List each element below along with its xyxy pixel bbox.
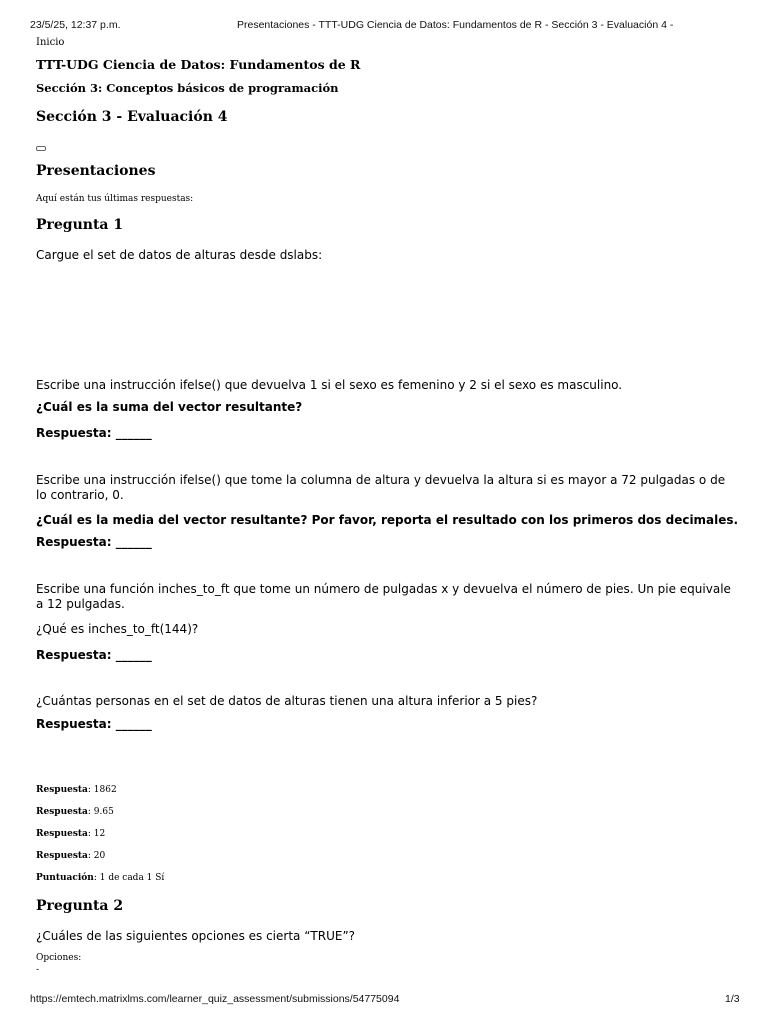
print-page-title: Presentaciones - TTT-UDG Ciencia de Datos: Fundamentos de R - Sección 3 - Evaluación 4 - (237, 19, 674, 31)
part-4-answer-blank: Respuesta: ______ (36, 717, 152, 731)
question-2-title: Pregunta 2 (36, 898, 124, 914)
part-1-answer-blank: Respuesta: ______ (36, 426, 152, 440)
part-2-answer-blank: Respuesta: ______ (36, 535, 152, 549)
part-4-instruction: ¿Cuántas personas en el set de datos de alturas tienen una altura inferior a 5 pies? (36, 694, 538, 708)
options-first-item: - (36, 965, 40, 975)
response-1: Respuesta: 1862 (36, 785, 117, 795)
breadcrumb-home-link[interactable]: Inicio (36, 37, 65, 48)
question-1-prompt: Cargue el set de datos de alturas desde dslabs: (36, 248, 323, 262)
part-2-instruction: Escribe una instrucción ifelse() que tome la columna de altura y devuelva la altura si es mayor a 72 pulgadas o de lo contrario, 0. (36, 473, 726, 502)
print-url: https://emtech.matrixlms.com/learner_quiz_assessment/submissions/54775094 (30, 993, 400, 1005)
part-1-instruction: Escribe una instrucción ifelse() que devuelva 1 si el sexo es femenino y 2 si el sexo es masculino. (36, 378, 623, 392)
response-4: Respuesta: 20 (36, 851, 106, 861)
response-3: Respuesta: 12 (36, 829, 106, 839)
print-page-number: 1/3 (725, 993, 740, 1005)
question-1-title: Pregunta 1 (36, 217, 124, 233)
part-3-question: ¿Qué es inches_to_ft(144)? (36, 622, 199, 636)
options-label: Opciones: (36, 953, 82, 963)
section-title: Sección 3: Conceptos básicos de programación (36, 81, 339, 95)
part-3-answer-blank: Respuesta: ______ (36, 648, 152, 662)
intro-text: Aquí están tus últimas respuestas: (36, 194, 194, 204)
part-2-question: ¿Cuál es la media del vector resultante? Por favor, reporta el resultado con los primeros dos decimales. (36, 513, 739, 527)
score-line: Puntuación: 1 de cada 1 Sí (36, 873, 165, 883)
course-title: TTT-UDG Ciencia de Datos: Fundamentos de R (36, 57, 361, 72)
print-datetime: 23/5/25, 12:37 p.m. (30, 19, 121, 31)
part-1-question: ¿Cuál es la suma del vector resultante? (36, 400, 303, 414)
question-2-prompt: ¿Cuáles de las siguientes opciones es cierta “TRUE”? (36, 929, 356, 943)
response-2: Respuesta: 9.65 (36, 807, 114, 817)
collapse-toggle-button[interactable] (36, 146, 46, 151)
page-heading: Presentaciones (36, 163, 156, 179)
part-3-instruction: Escribe una función inches_to_ft que tome un número de pulgadas x y devuelva el número de pies. Un pie equivale a 12 pulgadas. (36, 582, 731, 611)
assessment-title: Sección 3 - Evaluación 4 (36, 109, 228, 125)
